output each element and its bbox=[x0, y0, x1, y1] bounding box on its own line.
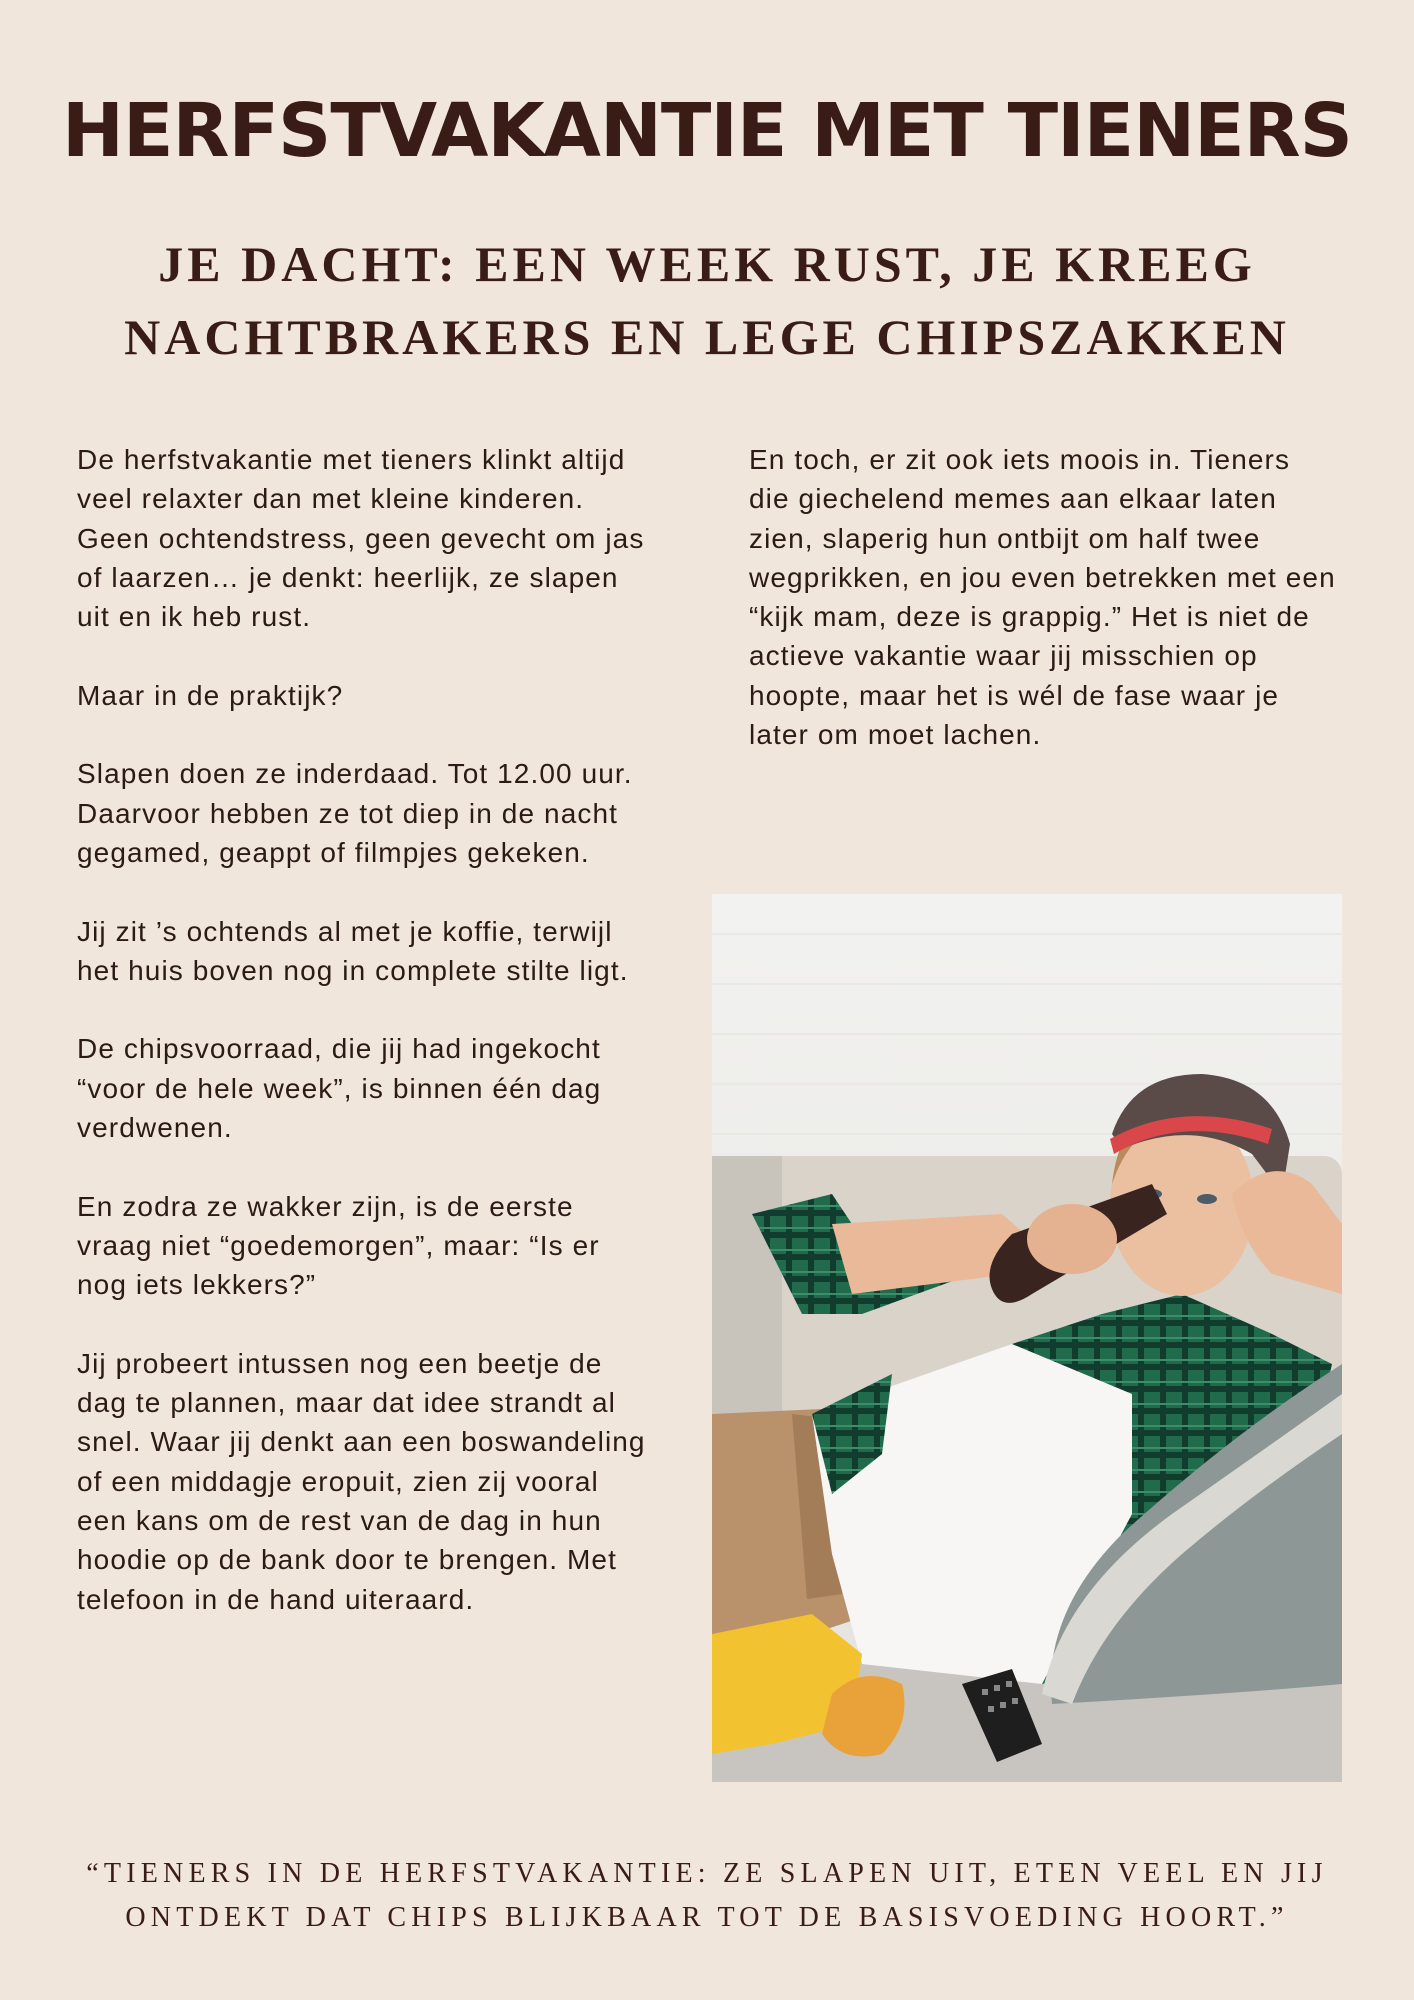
paragraph: De herfstvakantie met tieners klinkt altijd veel relaxter dan met kleine kinderen. Geen ochtendstress, geen gevecht om jas of laarzen… je denkt: heerlijk, ze slapen uit en ik heb rust. bbox=[77, 444, 645, 633]
teen-on-couch-illustration bbox=[712, 894, 1342, 1782]
right-column bbox=[749, 440, 1339, 794]
page-subtitle: JE DACHT: EEN WEEK RUST, JE KREEG NACHTBRAKERS EN LEGE CHIPSZAKKEN bbox=[124, 236, 1290, 365]
page-title: HERFSTVAKANTIE MET TIENERS bbox=[62, 88, 1352, 174]
paragraph: De chipsvoorraad, die jij had ingekocht “voor de hele week”, is binnen één dag verdwenen. bbox=[77, 1033, 602, 1144]
paragraph: En toch, er zit ook iets moois in. Tieners die giechelend memes aan elkaar laten zien, slaperig hun ontbijt om half twee wegprikken, en jou even betrekken met een “kijk mam, deze is grappig.” Het is niet de actieve vakantie waar jij misschien op hoopte, maar het is wél de fase waar je later om moet lachen. bbox=[749, 444, 1336, 751]
paragraph: Slapen doen ze inderdaad. Tot 12.00 uur. Daarvoor hebben ze tot diep in de nacht gegamed, geappt of filmpjes gekeken. bbox=[77, 758, 633, 868]
paragraph: Maar in de praktijk? bbox=[77, 679, 344, 711]
paragraph: Jij probeert intussen nog een beetje de dag te plannen, maar dat idee strandt al snel. Waar jij denkt aan een boswandeling of een middagje eropuit, zien zij vooral een kans om de rest van de dag in hun hoodie op de bank door te brengen. Met telefoon in de hand uiteraard. bbox=[77, 1347, 646, 1615]
paragraph: Jij zit ’s ochtends al met je koffie, terwijl het huis boven nog in complete stilte ligt. bbox=[77, 915, 629, 986]
left-column bbox=[77, 440, 657, 1658]
pull-quote: “TIENERS IN DE HERFSTVAKANTIE: ZE SLAPEN UIT, ETEN VEEL EN JIJ ONTDEKT DAT CHIPS BLIJKBAAR TOT DE BASISVOEDING HOORT.” bbox=[86, 1858, 1328, 1933]
paragraph: En zodra ze wakker zijn, is de eerste vraag niet “goedemorgen”, maar: “Is er nog iets lekkers?” bbox=[77, 1190, 600, 1301]
teen-on-couch-photo bbox=[712, 894, 1342, 1782]
